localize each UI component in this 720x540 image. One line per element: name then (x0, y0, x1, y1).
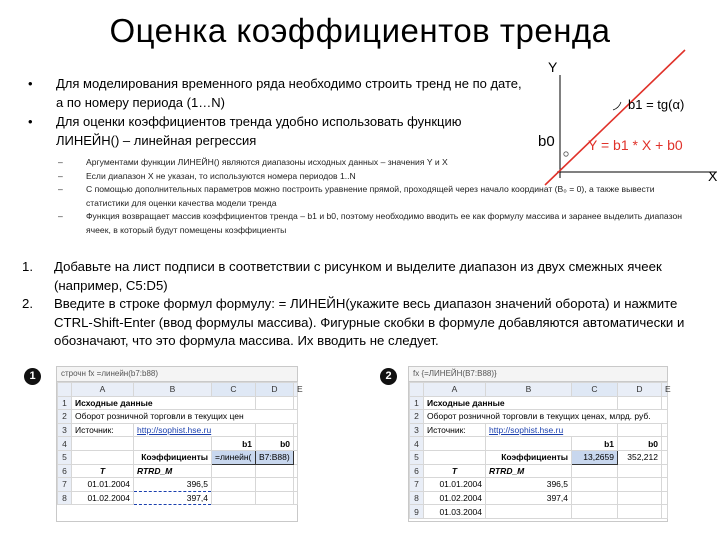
cell[interactable] (294, 491, 298, 505)
row-number[interactable]: 1 (58, 396, 72, 410)
cell[interactable] (256, 423, 294, 437)
col-header[interactable]: B (134, 383, 212, 397)
table-row (58, 396, 298, 410)
table-row (58, 450, 298, 464)
row-number[interactable]: 3 (58, 423, 72, 437)
y-axis-label: Y (548, 59, 558, 75)
formula-bar[interactable]: строчн fx =линейн(b7:b88) (57, 367, 297, 382)
steps-list (22, 258, 712, 351)
cell[interactable]: T (72, 464, 134, 478)
cell[interactable] (424, 450, 486, 464)
cell[interactable]: 397,4 (486, 491, 572, 505)
cell[interactable]: Источник: (72, 423, 134, 437)
cell[interactable] (572, 491, 618, 505)
source-link[interactable]: http://sophist.hse.ru (134, 423, 256, 437)
cell[interactable] (72, 450, 134, 464)
row-number[interactable]: 8 (58, 491, 72, 505)
table-row (58, 464, 298, 478)
row-number[interactable]: 5 (410, 450, 424, 464)
coefficient-b1[interactable]: 13,2659 (572, 450, 618, 464)
cell[interactable] (294, 423, 298, 437)
sub-bullet-item: – Если диапазон X не указан, то используются номера периодов 1..N (58, 170, 698, 184)
bullet-list (28, 74, 528, 150)
row-number[interactable]: 9 (410, 505, 424, 519)
cell[interactable] (256, 491, 294, 505)
table-row (58, 491, 298, 505)
row-number[interactable]: 1 (410, 396, 424, 410)
step-number: 1. (22, 259, 33, 274)
cell[interactable] (294, 450, 298, 464)
cell[interactable]: 01.01.2004 (424, 478, 486, 492)
sub-bullet-list (58, 156, 698, 237)
cell[interactable]: 01.03.2004 (424, 505, 486, 519)
col-header[interactable]: A (72, 383, 134, 397)
table-row (410, 505, 668, 519)
formula-bar[interactable]: fx {=ЛИНЕЙН(B7:B88)} (409, 367, 667, 382)
cell[interactable] (212, 491, 256, 505)
cell[interactable] (212, 478, 256, 492)
angle-arc (613, 102, 621, 110)
sheet-grid (57, 382, 303, 505)
table-row (58, 478, 298, 492)
cell[interactable] (618, 478, 662, 492)
cell[interactable] (572, 505, 618, 519)
source-link[interactable]: http://sophist.hse.ru (486, 423, 618, 437)
page-title: Оценка коэффициентов тренда (109, 12, 611, 49)
row-number[interactable]: 3 (410, 423, 424, 437)
cell[interactable]: Исходные данные (72, 396, 256, 410)
col-header[interactable]: D (618, 383, 662, 397)
cell[interactable]: b0 (618, 437, 662, 451)
table-row (410, 491, 668, 505)
cell[interactable]: RTRD_M (134, 464, 212, 478)
cell[interactable] (662, 423, 668, 437)
cell[interactable] (662, 396, 668, 410)
cell[interactable]: Исходные данные (424, 396, 618, 410)
cell[interactable] (572, 478, 618, 492)
coefficient-b0[interactable]: 352,212 (618, 450, 662, 464)
step-item (22, 258, 712, 295)
corner-cell (410, 383, 424, 397)
cell[interactable] (662, 437, 668, 451)
spreadsheet-after (408, 366, 671, 522)
cell[interactable]: b1 (212, 437, 256, 451)
cell[interactable]: 01.02.2004 (424, 491, 486, 505)
b0-label: b0 (538, 133, 555, 150)
col-header[interactable]: C (212, 383, 256, 397)
step-number: 2. (22, 296, 33, 312)
cell[interactable] (134, 437, 212, 451)
cell[interactable]: 397,4 (134, 491, 212, 505)
column-headers (410, 383, 668, 397)
cell[interactable] (572, 464, 618, 478)
table-row (58, 410, 298, 424)
cell[interactable]: Источник: (424, 423, 486, 437)
cell[interactable] (212, 464, 256, 478)
sub-bullet-item: – С помощью дополнительных параметров можно построить уравнение прямой, проходящей через начало координат (B₀ = 0), а также вывести статистики для оценки качества модели тренда (58, 183, 698, 210)
row-number[interactable]: 7 (58, 478, 72, 492)
row-number[interactable]: 2 (58, 410, 72, 424)
table-row (410, 478, 668, 492)
cell[interactable]: RTRD_M (486, 464, 572, 478)
cell[interactable]: T (424, 464, 486, 478)
cell[interactable]: Оборот розничной торговли в текущих цен (72, 410, 298, 424)
col-header[interactable]: A (424, 383, 486, 397)
cell[interactable]: b1 (572, 437, 618, 451)
corner-cell (58, 383, 72, 397)
table-row (58, 423, 298, 437)
table-row (410, 410, 668, 424)
step-text: Введите в строке формул формулу: = ЛИНЕЙН(укажите весь диапазон значений оборота) и нажмите CTRL-Shift-Enter (ввод формулы массива). Фигурные скобки в формуле добавляются автоматически и обозначают, что это формула массива. Их вводить не следует. (54, 296, 685, 349)
bullet-item: • Для оценки коэффициентов тренда удобно использовать функцию ЛИНЕЙН() – линейная регрессия (28, 112, 528, 150)
sheet-grid (409, 382, 671, 519)
marker-two: 2 (380, 368, 397, 385)
marker-one: 1 (24, 368, 41, 385)
cell[interactable]: 01.01.2004 (72, 478, 134, 492)
cell[interactable] (486, 505, 572, 519)
row-number[interactable]: 4 (58, 437, 72, 451)
cell[interactable] (618, 396, 662, 410)
row-number[interactable]: 6 (58, 464, 72, 478)
row-number[interactable]: 8 (410, 491, 424, 505)
cell[interactable] (662, 478, 668, 492)
cell[interactable]: b0 (256, 437, 294, 451)
slope-label: b1 = tg(α) (628, 97, 685, 112)
column-headers (58, 383, 298, 397)
table-row (410, 464, 668, 478)
col-header[interactable]: C (572, 383, 618, 397)
cell[interactable] (662, 464, 668, 478)
col-header[interactable]: E (294, 383, 298, 397)
table-row (410, 396, 668, 410)
bullet-item: • Для моделирования временного ряда необходимо строить тренд не по дате, а по номеру периода (1…N) (28, 74, 528, 112)
cell[interactable]: Оборот розничной торговли в текущих ценах, млрд. руб. (424, 410, 668, 424)
col-header[interactable]: E (662, 383, 668, 397)
cell[interactable] (662, 450, 668, 464)
cell[interactable] (294, 464, 298, 478)
cell[interactable]: 01.02.2004 (72, 491, 134, 505)
step-item (22, 295, 712, 351)
cell[interactable] (256, 396, 294, 410)
cell[interactable] (294, 437, 298, 451)
x-axis-label: X (708, 168, 718, 184)
cell[interactable]: 396,5 (486, 478, 572, 492)
cell[interactable] (662, 491, 668, 505)
row-number[interactable]: 4 (410, 437, 424, 451)
cell[interactable] (72, 437, 134, 451)
table-row (410, 423, 668, 437)
cell[interactable] (662, 505, 668, 519)
cell[interactable] (294, 478, 298, 492)
table-row (410, 437, 668, 451)
selected-cell[interactable]: =линейн( (212, 450, 256, 464)
selected-cell[interactable]: B7:B88) (256, 450, 294, 464)
row-number[interactable]: 2 (410, 410, 424, 424)
table-row (58, 437, 298, 451)
cell[interactable] (256, 478, 294, 492)
cell[interactable] (294, 396, 298, 410)
row-number[interactable]: 6 (410, 464, 424, 478)
spreadsheet-before (56, 366, 303, 522)
cell[interactable]: Коэффициенты (134, 450, 212, 464)
row-number[interactable]: 7 (410, 478, 424, 492)
sub-bullet-item: – Аргументами функции ЛИНЕЙН() являются диапазоны исходных данных – значения Y и X (58, 156, 698, 170)
table-row (410, 450, 668, 464)
cell[interactable] (424, 437, 486, 451)
cell[interactable] (486, 437, 572, 451)
col-header[interactable]: B (486, 383, 572, 397)
step-text: Добавьте на лист подписи в соответствии с рисунком и выделите диапазон из двух смежных ячеек (например, C5:D5) (54, 259, 662, 293)
cell[interactable] (256, 464, 294, 478)
cell[interactable] (618, 423, 662, 437)
sub-bullet-item: – Функция возвращает массив коэффициентов тренда – b1 и b0, поэтому необходимо вводить ее как формулу массива и заранее выделить диапазон ячеек, в который будут помещены коэффициенты (58, 210, 698, 237)
cell[interactable] (618, 464, 662, 478)
cell[interactable]: 396,5 (134, 478, 212, 492)
cell[interactable]: Коэффициенты (486, 450, 572, 464)
cell[interactable] (618, 505, 662, 519)
trend-equation: Y = b1 * X + b0 (588, 137, 683, 153)
cell[interactable] (618, 491, 662, 505)
col-header[interactable]: D (256, 383, 294, 397)
row-number[interactable]: 5 (58, 450, 72, 464)
